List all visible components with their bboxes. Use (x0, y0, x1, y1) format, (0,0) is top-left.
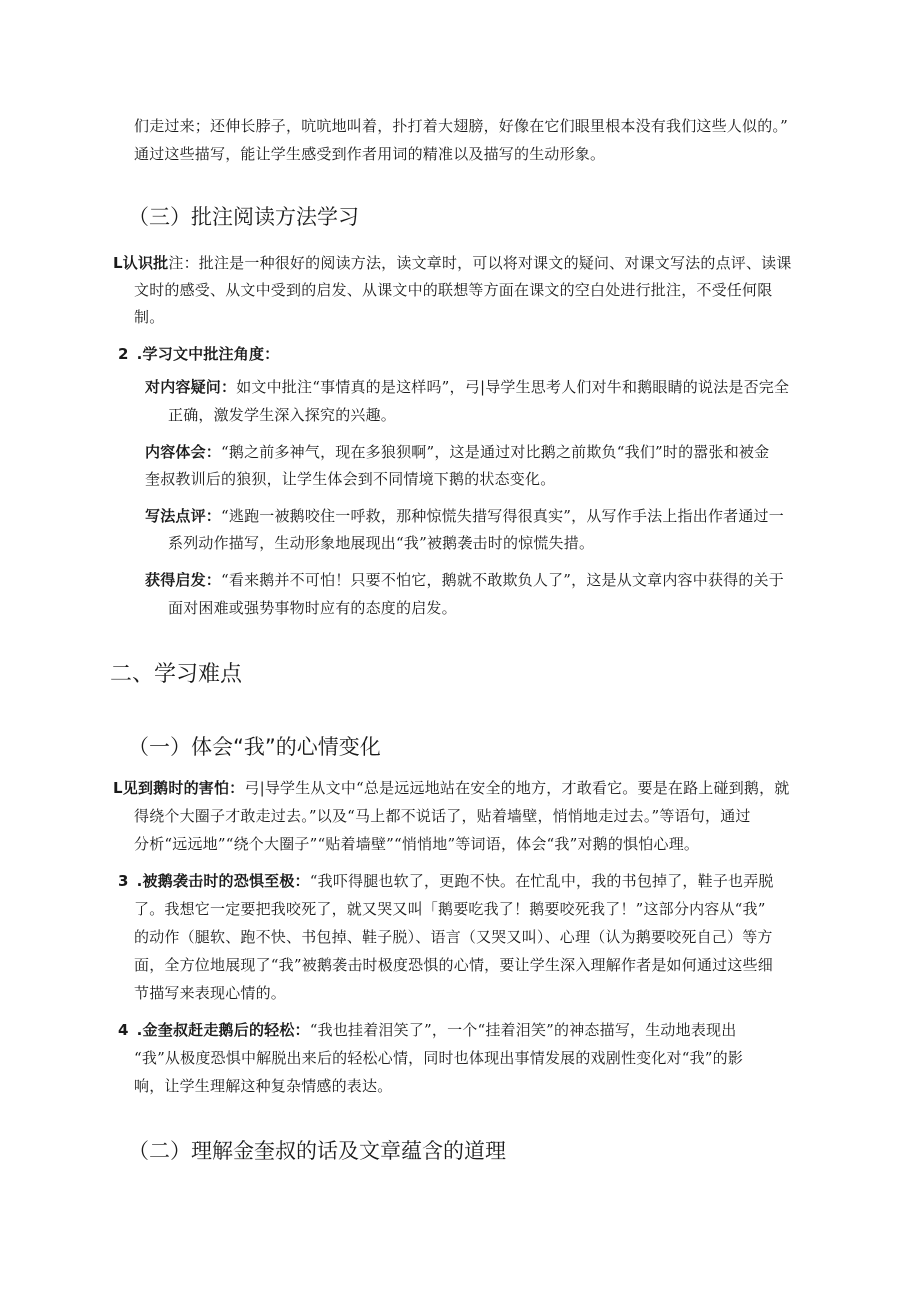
paragraph-text: “我吓得腿也软了，更跑不快。在忙乱中，我的书包掉了，鞋子也弄脱 (309, 872, 774, 890)
item-text: “鹅之前多神气，现在多狼狈啊”，这是通过对比鹅之前欺负“我们”时的嚣张和被金 (221, 443, 770, 461)
paragraph-line: 的动作（腿软、跑不快、书包掉、鞋子脱）、语言（又哭又叫）、心理（认为鹅要咬死自己）等方 (134, 928, 773, 946)
paragraph-relief (118, 1020, 736, 1040)
paragraph-line: “我”从极度恐惧中解脱出来后的轻松心情，同时也体现出事情发展的戏剧性变化对“我”的影 (134, 1049, 744, 1067)
continuation-line-1: 们走过来；还伸长脖子，吭吭地叫着，扑打着大翅膀，好像在它们眼里根本没有我们这些人似的。” (134, 117, 788, 135)
paragraph-line: 了。我想它一定要把我咬死了，就又哭又叫「鹅要吃我了！鹅要咬死我了！”这部分内容从“我” (134, 900, 766, 918)
paragraph-label: .被鹅袭击时的恐惧至极： (136, 872, 310, 890)
annotation-item-experience (145, 442, 769, 462)
item-line: 奎叔教训后的狼狈，让学生体会到不同情境下鹅的状态变化。 (145, 470, 556, 488)
list-number: L (113, 779, 123, 797)
section-heading-understand-meaning: （二）理解金奎叔的话及文章蕴含的道理 (128, 1139, 506, 1163)
part-heading-difficulties: 二、学习难点 (110, 662, 243, 687)
paragraph-text: 弓|导学生从文中“总是远远地站在安全的地方，才敢看它。要是在路上碰到鹅，就 (244, 779, 790, 797)
list-number: 2 (118, 345, 129, 363)
paragraph-line: 得绕个大圈子才敢走过去。”以及“马上都不说话了，贴着墙壁，悄悄地走过去。”等语句，通过 (134, 807, 751, 825)
item-text: “看来鹅并不可怕！只要不怕它，鹅就不敢欺负人了”，这是从文章内容中获得的关于 (221, 571, 784, 589)
annotation-item-inspiration (145, 570, 784, 590)
list-number: 3 (118, 872, 129, 890)
item-line: 系列动作描写，生动形象地展现出“我”被鹅袭击时的惊慌失措。 (168, 534, 595, 552)
paragraph-text: 注：批注是一种很好的阅读方法，读文章时，可以将对课文的疑问、对课文写法的点评、读课 (168, 254, 792, 272)
item-line: 正确，激发学生深入探究的兴趣。 (168, 406, 397, 424)
annotation-item-question (145, 377, 789, 397)
paragraph-label: 认识批 (122, 254, 169, 272)
item-text: 如文中批注“事情真的是这样吗”，弓|导学生思考人们对牛和鹅眼睛的说法是否完全 (236, 378, 790, 396)
paragraph-line: 文时的感受、从文中受到的启发、从课文中的联想等方面在课文的空白处进行批注，不受任何限 (134, 281, 773, 299)
item-line: 面对困难或强势事物时应有的态度的启发。 (168, 599, 457, 617)
paragraph-text: “我也挂着泪笑了”，一个“挂着泪笑”的神态描写，生动地表现出 (309, 1021, 737, 1039)
annotation-item-writing (145, 506, 784, 526)
paragraph-extreme-fear (118, 871, 774, 891)
paragraph-label: .金奎叔赶走鹅后的轻松： (136, 1021, 310, 1039)
item-label: 内容体会： (145, 443, 222, 461)
list-number: 4 (118, 1021, 129, 1039)
paragraph-label: 见到鹅时的害怕： (122, 779, 245, 797)
paragraph-line: 制。 (134, 308, 165, 326)
paragraph-line: 分析“远远地”“绕个大圈子”“贴着墙壁”“悄悄地”等词语，体会“我”对鹅的惧怕心理。 (134, 835, 700, 853)
paragraph-label: .学习文中批注角度： (136, 345, 280, 363)
paragraph-line: 节描写来表现心情的。 (134, 984, 287, 1002)
list-number: L (113, 254, 123, 272)
paragraph-line: 面，全方位地展现了“我”被鹅袭击时极度恐惧的心情，要让学生深入理解作者是如何通过这些细 (134, 956, 773, 974)
paragraph-recognize-annotation (113, 253, 792, 273)
item-text: “逃跑一被鹅咬住一呼救，那种惊慌失措写得很真实”，从写作手法上指出作者通过一 (221, 507, 784, 525)
item-label: 写法点评： (145, 507, 222, 525)
item-label: 对内容疑问： (145, 378, 237, 396)
section-heading-mood-change: （一）体会“我”的心情变化 (128, 735, 381, 759)
continuation-line-2: 通过这些描写，能让学生感受到作者用词的精准以及描写的生动形象。 (134, 145, 606, 163)
paragraph-line: 响，让学生理解这种复杂情感的表达。 (134, 1077, 393, 1095)
section-heading-annotation-reading: （三）批注阅读方法学习 (128, 205, 359, 229)
item-label: 获得启发： (145, 571, 222, 589)
paragraph-fear-seeing-goose (113, 778, 790, 798)
paragraph-annotation-angles (118, 344, 279, 364)
